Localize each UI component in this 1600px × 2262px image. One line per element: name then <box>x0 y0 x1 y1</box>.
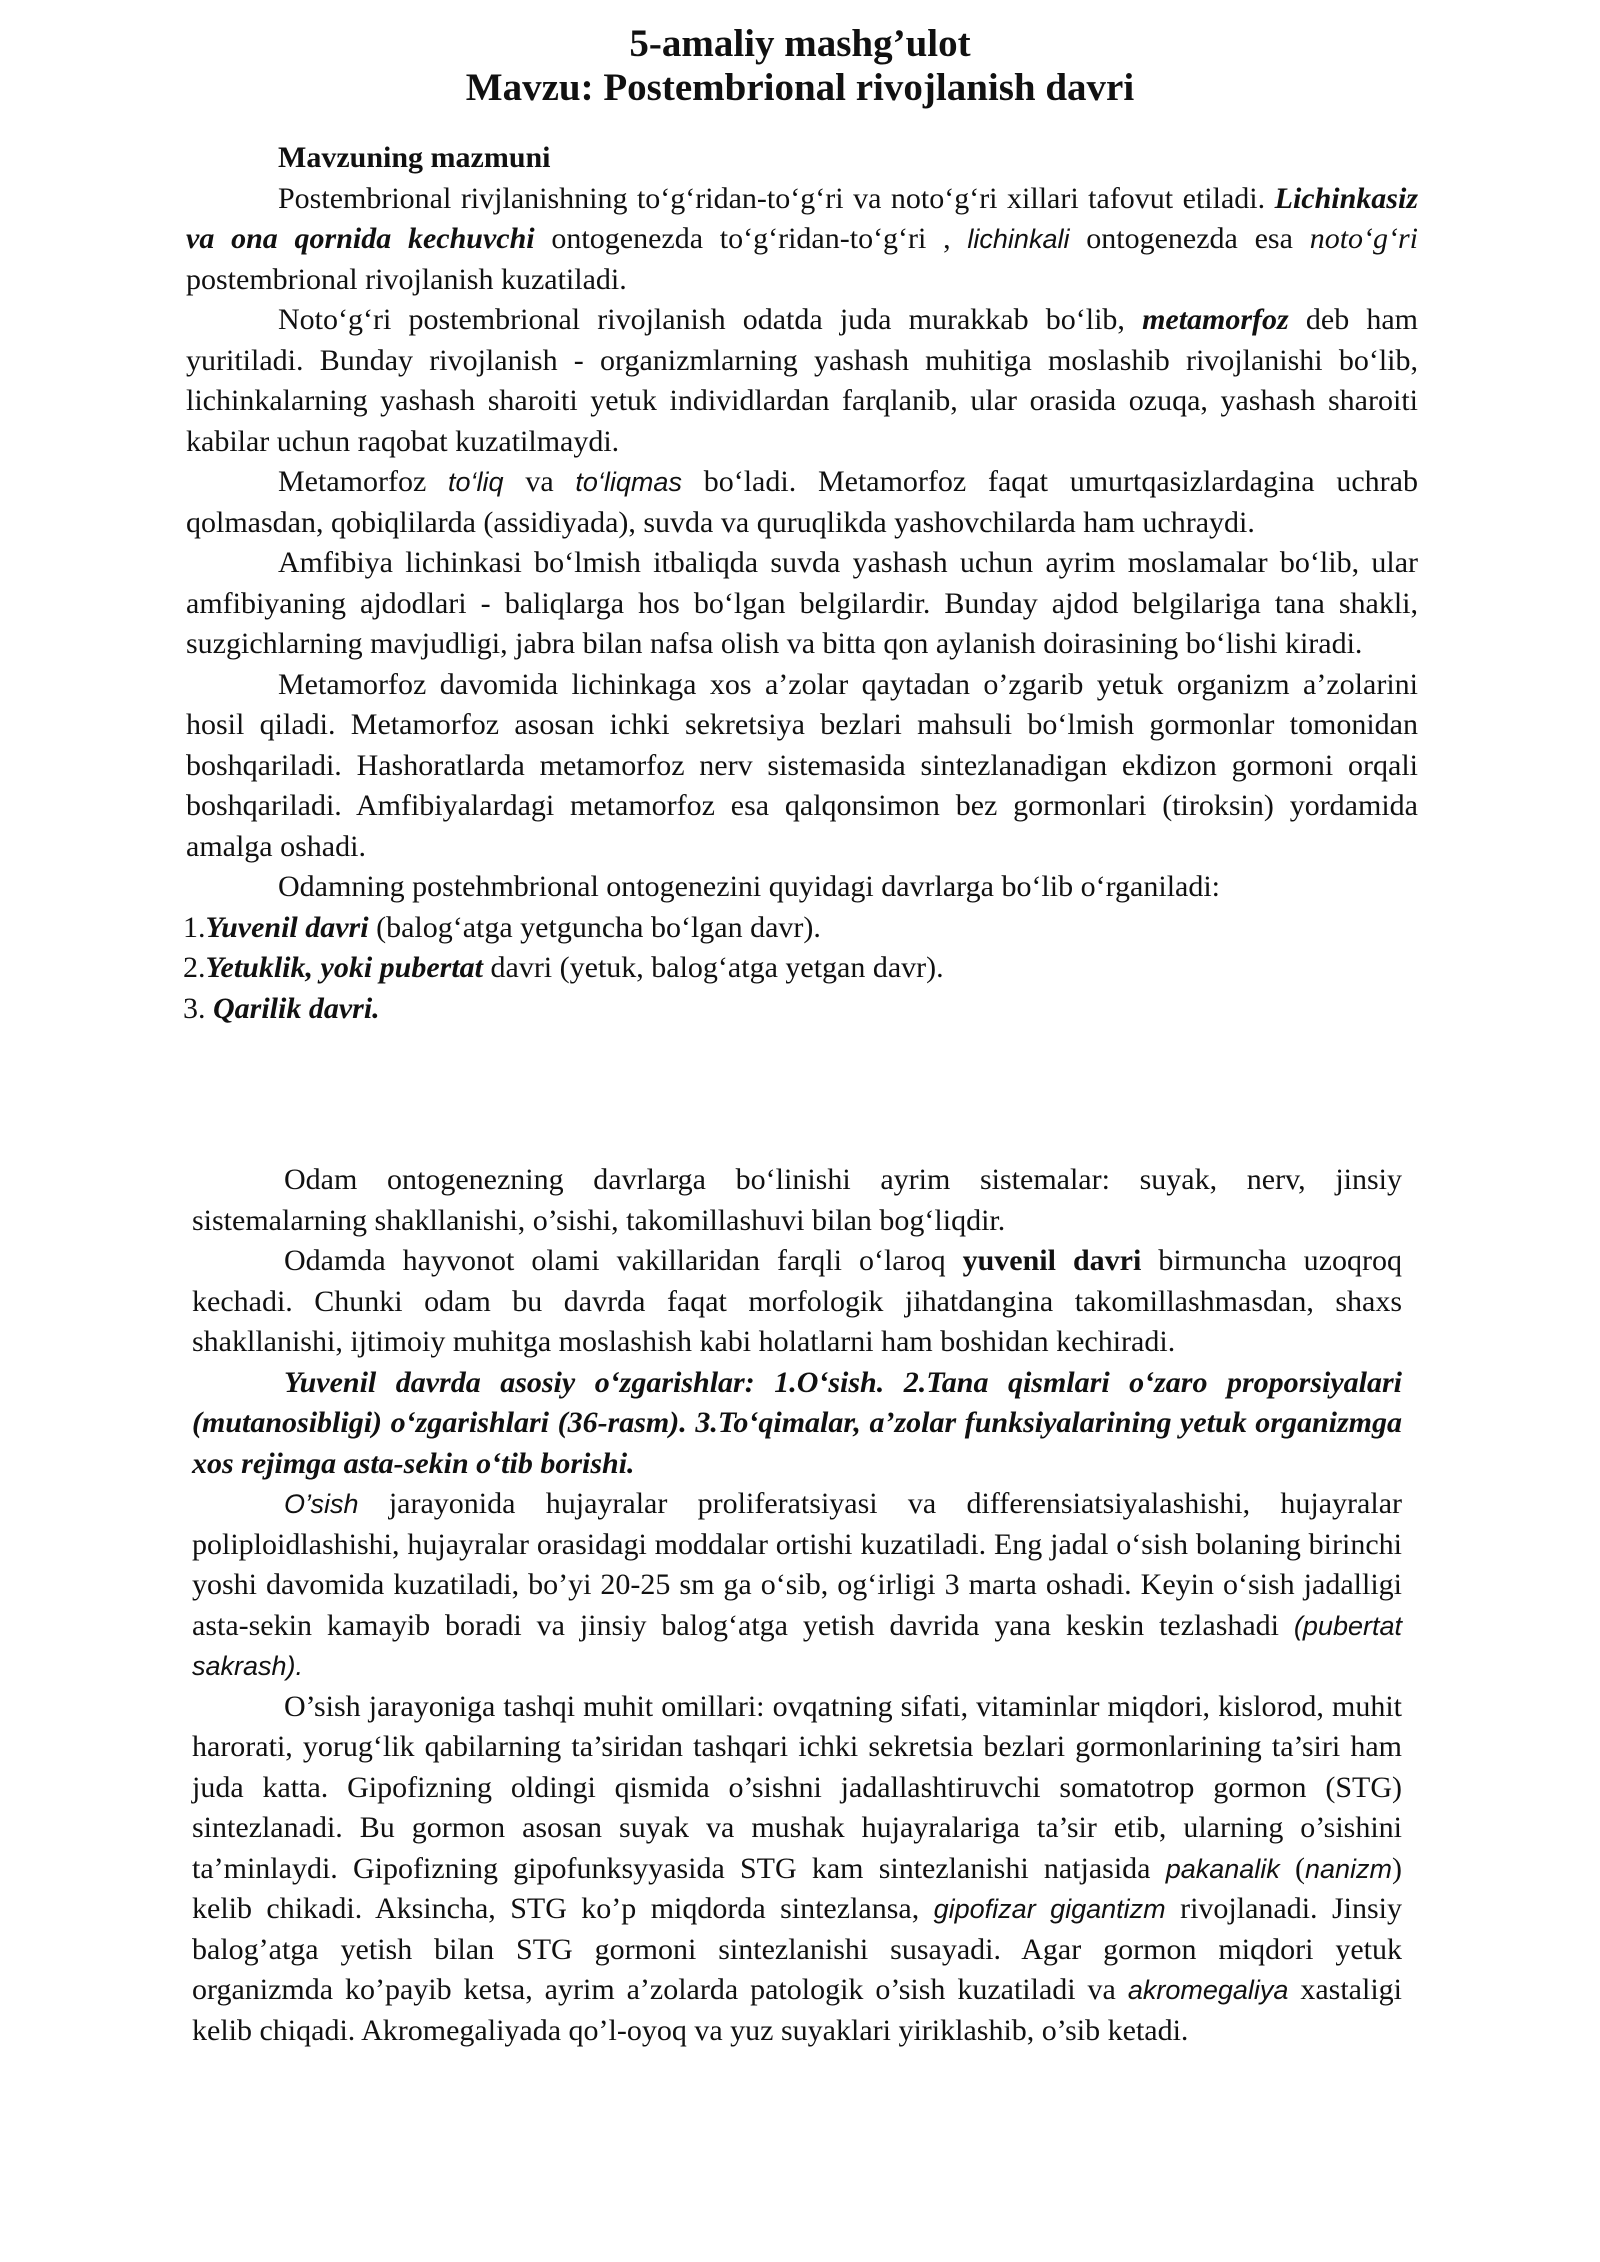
paragraph-10: O’sish jarayonida hujayralar proliferatsiyasi va differensiatsiyalashishi, hujayralar poliploidlashishi, hujayralar orasidagi moddalar ortishi kuzatiladi. Eng jadal o‘sish bolaning birinchi yoshi davomida kuzatiladi, bo’yi 20-25 sm ga o‘sib, og‘irligi 3 marta oshadi. Keyin o‘sish jadalligi asta-sekin kamayib boradi va jinsiy balog‘atga yetish davrida yana keskin tezlashadi (pubertat sakrash). <box>192 1487 1402 1681</box>
list-item-1: 1.Yuvenil davri (balog‘atga yetguncha bo‘lgan davr). <box>183 910 821 944</box>
section-heading: Mavzuning mazmuni <box>278 141 551 174</box>
paragraph-9: Yuvenil davrda asosiy o‘zgarishlar: 1.O‘sish. 2.Tana qismlari o‘zaro proporsiyalari (mutanosibligi) o‘zgarishlari (36-rasm). 3.To‘qimalar, a’zolar funksiyalarining yetuk organizmga xos rejimga asta-sekin o‘tib borishi. <box>192 1365 1402 1480</box>
paragraph-2: Noto‘g‘ri postembrional rivojlanish odatda juda murakkab bo‘lib, metamorfoz deb ham yuritiladi. Bunday rivojlanish - organizmlarning yashash muhitiga moslashib rivojlanishi bo‘lib, lichinkalarning yashash sharoiti yetuk individlardan farqlanib, ular orasida ozuqa, yashash sharoiti kabilar uchun raqobat kuzatilmaydi. <box>186 303 1419 458</box>
section-one <box>183 138 1419 1029</box>
section-two <box>192 1160 1402 2051</box>
title-block <box>0 22 1600 110</box>
list-item-2: 2.Yetuklik, yoki pubertat davri (yetuk, balog‘atga yetgan davr). <box>183 951 944 984</box>
page-title: 5-amaliy mashg’ulot <box>629 22 971 65</box>
paragraph-3: Metamorfoz to‘liq va to‘liqmas bo‘ladi. Metamorfoz faqat umurtqasizlardagina uchrab qolmasdan, qobiqlilarda (assidiyada), suvda va quruqlikda yashovchilarda ham uchraydi. <box>186 465 1418 539</box>
paragraph-4: Amfibiya lichinkasi bo‘lmish itbaliqda suvda yashash uchun ayrim moslamalar bo‘lib, ular amfibiyaning ajdodlari - baliqlarga hos bo‘lgan belgilardir. Bunday ajdod belgilariga tana shakli, suzgichlarning mavjudligi, jabra bilan nafsa olish va bitta qon aylanish doirasining bo‘lishi kiradi. <box>186 546 1418 660</box>
paragraph-7: Odam ontogenezning davrlarga bo‘linishi ayrim sistemalar: suyak, nerv, jinsiy sistemalarning shakllanishi, o’sishi, takomillashuvi bilan bog‘liqdir. <box>192 1163 1402 1237</box>
paragraph-6: Odamning postehmbrional ontogenezini quyidagi davrlarga bo‘lib o‘rganiladi: <box>278 870 1221 903</box>
page-subtitle: Mavzu: Postembrional rivojlanish davri <box>465 66 1135 109</box>
list-item-3: 3. Qarilik davri. <box>183 991 380 1025</box>
paragraph-8: Odamda hayvonot olami vakillaridan farqli o‘laroq yuvenil davri birmuncha uzoqroq kechadi. Chunki odam bu davrda faqat morfologik jihatdangina takomillashmasdan, shaxs shakllanishi, ijtimoiy muhitga moslashish kabi holatlarni ham boshidan kechiradi. <box>192 1244 1402 1358</box>
paragraph-5: Metamorfoz davomida lichinkaga xos a’zolar qaytadan o’zgarib yetuk organizm a’zolarini hosil qiladi. Metamorfoz asosan ichki sekretsiya bezlari mahsuli bo‘lmish gormonlar tomonidan boshqariladi. Hashoratlarda metamorfoz nerv sistemasida sintezlanadigan ekdizon gormoni orqali boshqariladi. Amfibiyalardagi metamorfoz esa qalqonsimon bez gormonlari (tiroksin) yordamida amalga oshadi. <box>186 667 1418 863</box>
paragraph-1: Postembrional rivjlanishning to‘g‘ridan-to‘g‘ri va noto‘g‘ri xillari tafovut etiladi. Lichinkasiz va ona qornida kechuvchi ontogenezda to‘g‘ridan-to‘g‘ri , lichinkali ontogenezda esa noto‘g‘ri postembrional rivojlanish kuzatiladi. <box>186 181 1419 296</box>
paragraph-11: O’sish jarayoniga tashqi muhit omillari: ovqatning sifati, vitaminlar miqdori, kislorod, muhit harorati, yorug‘lik qabilarning ta’siridan tashqari ichki sekretsia bezlari gormonlarining ta’siri ham juda katta. Gipofizning oldingi qismida o’sishni jadallashtiruvchi somatotrop gormon (STG) sintezlanadi. Bu gormon asosan suyak va mushak hujayralariga ta’sir etib, ularning o’sishini ta’minlaydi. Gipofizning gipofunksyyasida STG kam sintezlanishi natjasida pakanalik (nanizm) kelib chikadi. Aksincha, STG ko’p miqdorda sintezlansa, gipofizar gigantizm rivojlanadi. Jinsiy balog’atga yetish bilan STG gormoni sintezlanishi susayadi. Agar gormon miqdori yetuk organizmda ko’payib ketsa, ayrim a’zolarda patologik o’sish kuzatiladi va akromegaliya xastaligi kelib chiqadi. Akromegaliyada qo’l-oyoq va yuz suyaklari yiriklashib, o’sib ketadi. <box>192 1689 1402 2047</box>
